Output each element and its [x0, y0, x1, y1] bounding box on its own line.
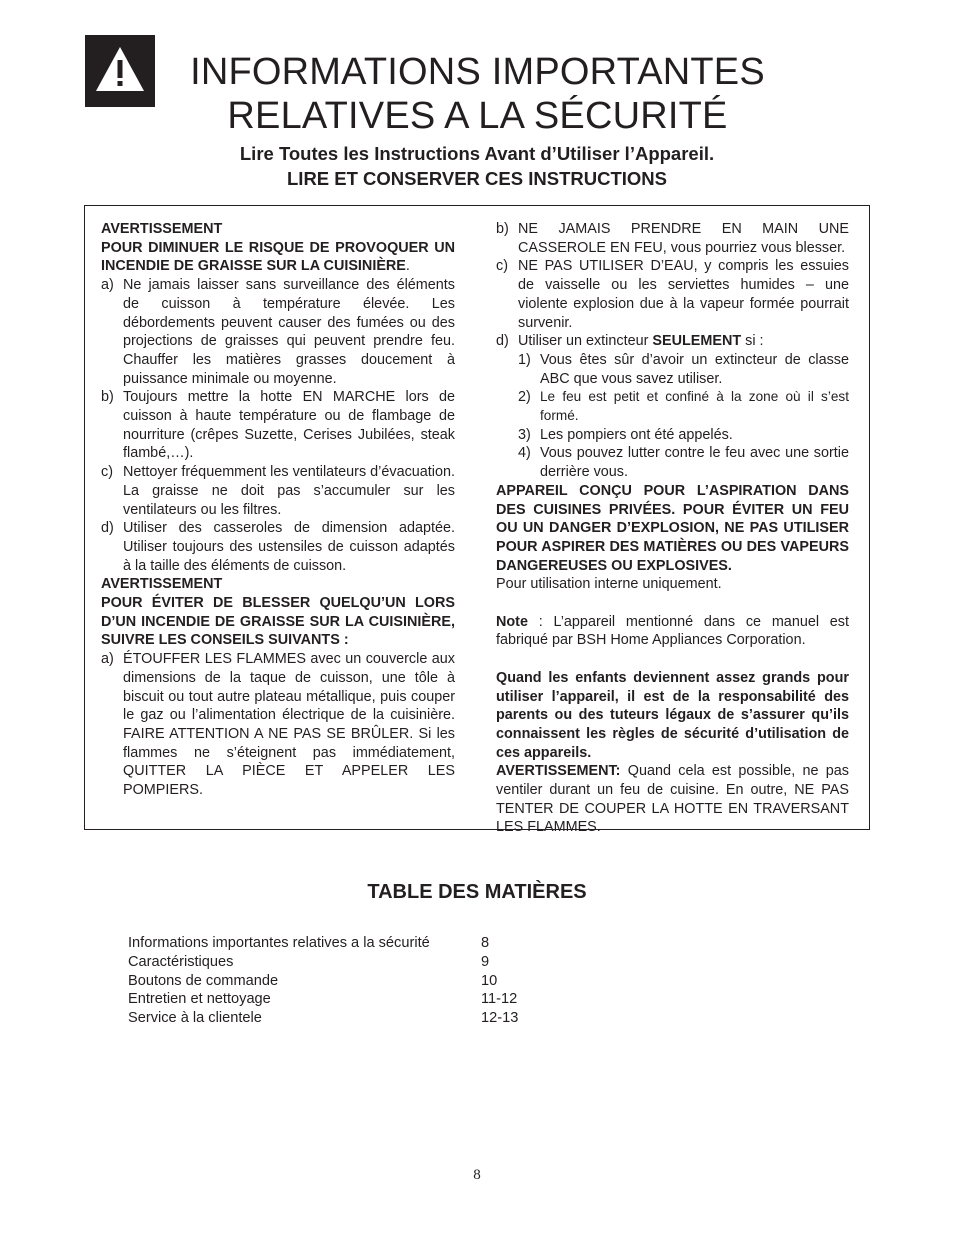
list-item: c) Nettoyer fréquemment les ventilateurs d’évacuation. La graisse ne doit pas s’accumuler sur les ventilateurs ou les filtres. [101, 464, 455, 518]
subtitle-keep-instructions: LIRE ET CONSERVER CES INSTRUCTIONS [287, 168, 667, 189]
page-title [160, 50, 795, 138]
subtitle-read-instructions: Lire Toutes les Instructions Avant d’Utiliser l’Appareil. [239, 143, 715, 164]
page-number: 8 [473, 1167, 481, 1183]
sub-list-item: 1) Vous êtes sûr d’avoir un extincteur de classe ABC que vous savez utiliser. [518, 351, 849, 387]
sub-list-item: 2) Le feu est petit et confiné à la zone où il s’est formé. [518, 389, 849, 424]
list-item: d) Utiliser des casseroles de dimension adaptée. Utiliser toujours des ustensiles de cuisson adaptés à la taille des éléments de cuisson. [101, 520, 455, 574]
note-text: Note : L’appareil mentionné dans ce manuel est fabriqué par BSH Home Appliances Corporation. [496, 613, 849, 649]
sub-list-item: 4) Vous pouvez lutter contre le feu avec une sortie derrière vous. [518, 445, 849, 481]
list-item: a) Ne jamais laisser sans surveillance des éléments de cuisson à température élevée. Les débordements peuvent causer des fumées ou des projections de graisses qui peuvent prendre feu. Chauffer les matières grasses doucement à puissance minimale ou moyenne. [101, 277, 455, 387]
toc-entry[interactable]: Entretien et nettoyage 11-12 [128, 991, 518, 1008]
warning-text-1: POUR DIMINUER LE RISQUE DE PROVOQUER UN INCENDIE DE GRAISSE SUR LA CUISINIÈRE. [101, 239, 455, 275]
final-warning: AVERTISSEMENT: Quand cela est possible, ne pas ventiler durant un feu de cuisine. En outre, NE PAS TENTER DE COUPER LA HOTTE EN TRAVERSANT LES FLAMMES. [496, 763, 849, 836]
sub-list-item: 3) Les pompiers ont été appelés. [518, 426, 733, 443]
warning-icon-box [85, 35, 155, 107]
table-of-contents [128, 934, 541, 1028]
list-item: a) ÉTOUFFER LES FLAMMES avec un couvercle aux dimensions de la taque de cuisson, une tôle à biscuit ou tout autre plateau métallique, puis couper le gaz ou l’alimentation électrique de la cuisinière. FAIRE ATTENTION A NE PAS SE BRÛLER. Si les flammes ne s’éteignent pas immédiatement, QUITTER LA PIÈCE ET APPELER LES POMPIERS. [101, 651, 455, 799]
warning-heading-2: AVERTISSEMENT [101, 576, 223, 593]
left-column [101, 220, 455, 800]
warning-triangle-icon [94, 45, 146, 95]
list-item: b) NE JAMAIS PRENDRE EN MAIN UNE CASSEROLE EN FEU, vous pourriez vous blesser. [496, 221, 849, 256]
list-item: b) Toujours mettre la hotte EN MARCHE lors de cuisson à haute température ou de flambage de nourriture (crêpes Suzette, Cerises Jubilées, steak flambé,…). [101, 389, 455, 462]
title-line-1: INFORMATIONS IMPORTANTES [190, 51, 765, 93]
toc-title: TABLE DES MATIÈRES [367, 881, 587, 903]
toc-entry[interactable]: Informations importantes relatives a la sécurité 8 [128, 935, 490, 951]
warning-heading-1: AVERTISSEMENT [101, 221, 223, 237]
appliance-warning: APPAREIL CONÇU POUR L’ASPIRATION DANS DES CUISINES PRIVÉES. POUR ÉVITER UN FEU OU UN DANGER D’EXPLOSION, NE PAS UTILISER POUR ASPIRER DES MATIÈRES OU DES VAPEURS DANGEREUSES OU EXPLOSIVES. [496, 482, 849, 574]
title-line-2: RELATIVES A LA SÉCURITÉ [227, 95, 728, 137]
list-item: d) Utiliser un extincteur SEULEMENT si : [496, 333, 764, 350]
toc-entry[interactable]: Caractéristiques 9 [128, 953, 490, 970]
toc-entry[interactable]: Boutons de commande 10 [128, 972, 498, 989]
toc-entry[interactable]: Service à la clientele 12-13 [128, 1010, 519, 1027]
warning-text-2: POUR ÉVITER DE BLESSER QUELQU’UN LORS D’UN INCENDIE DE GRAISSE SUR LA CUISINIÈRE, SUIVRE LES CONSEILS SUIVANTS : [101, 595, 455, 649]
list-item: c) NE PAS UTILISER D’EAU, y compris les essuies de vaisselle ou les serviettes humides – une violente explosion due à la vapeur formée pourrait survenir. [496, 258, 849, 331]
indoor-use-text: Pour utilisation interne uniquement. [496, 576, 722, 593]
children-warning: Quand les enfants deviennent assez grands pour utiliser l’appareil, il est de la responsabilité des parents ou des tuteurs légaux de s’assurer qu’ils connaissent les règles de sécurité d’utilisation de ces appareils. [496, 669, 849, 761]
right-column [496, 220, 849, 837]
